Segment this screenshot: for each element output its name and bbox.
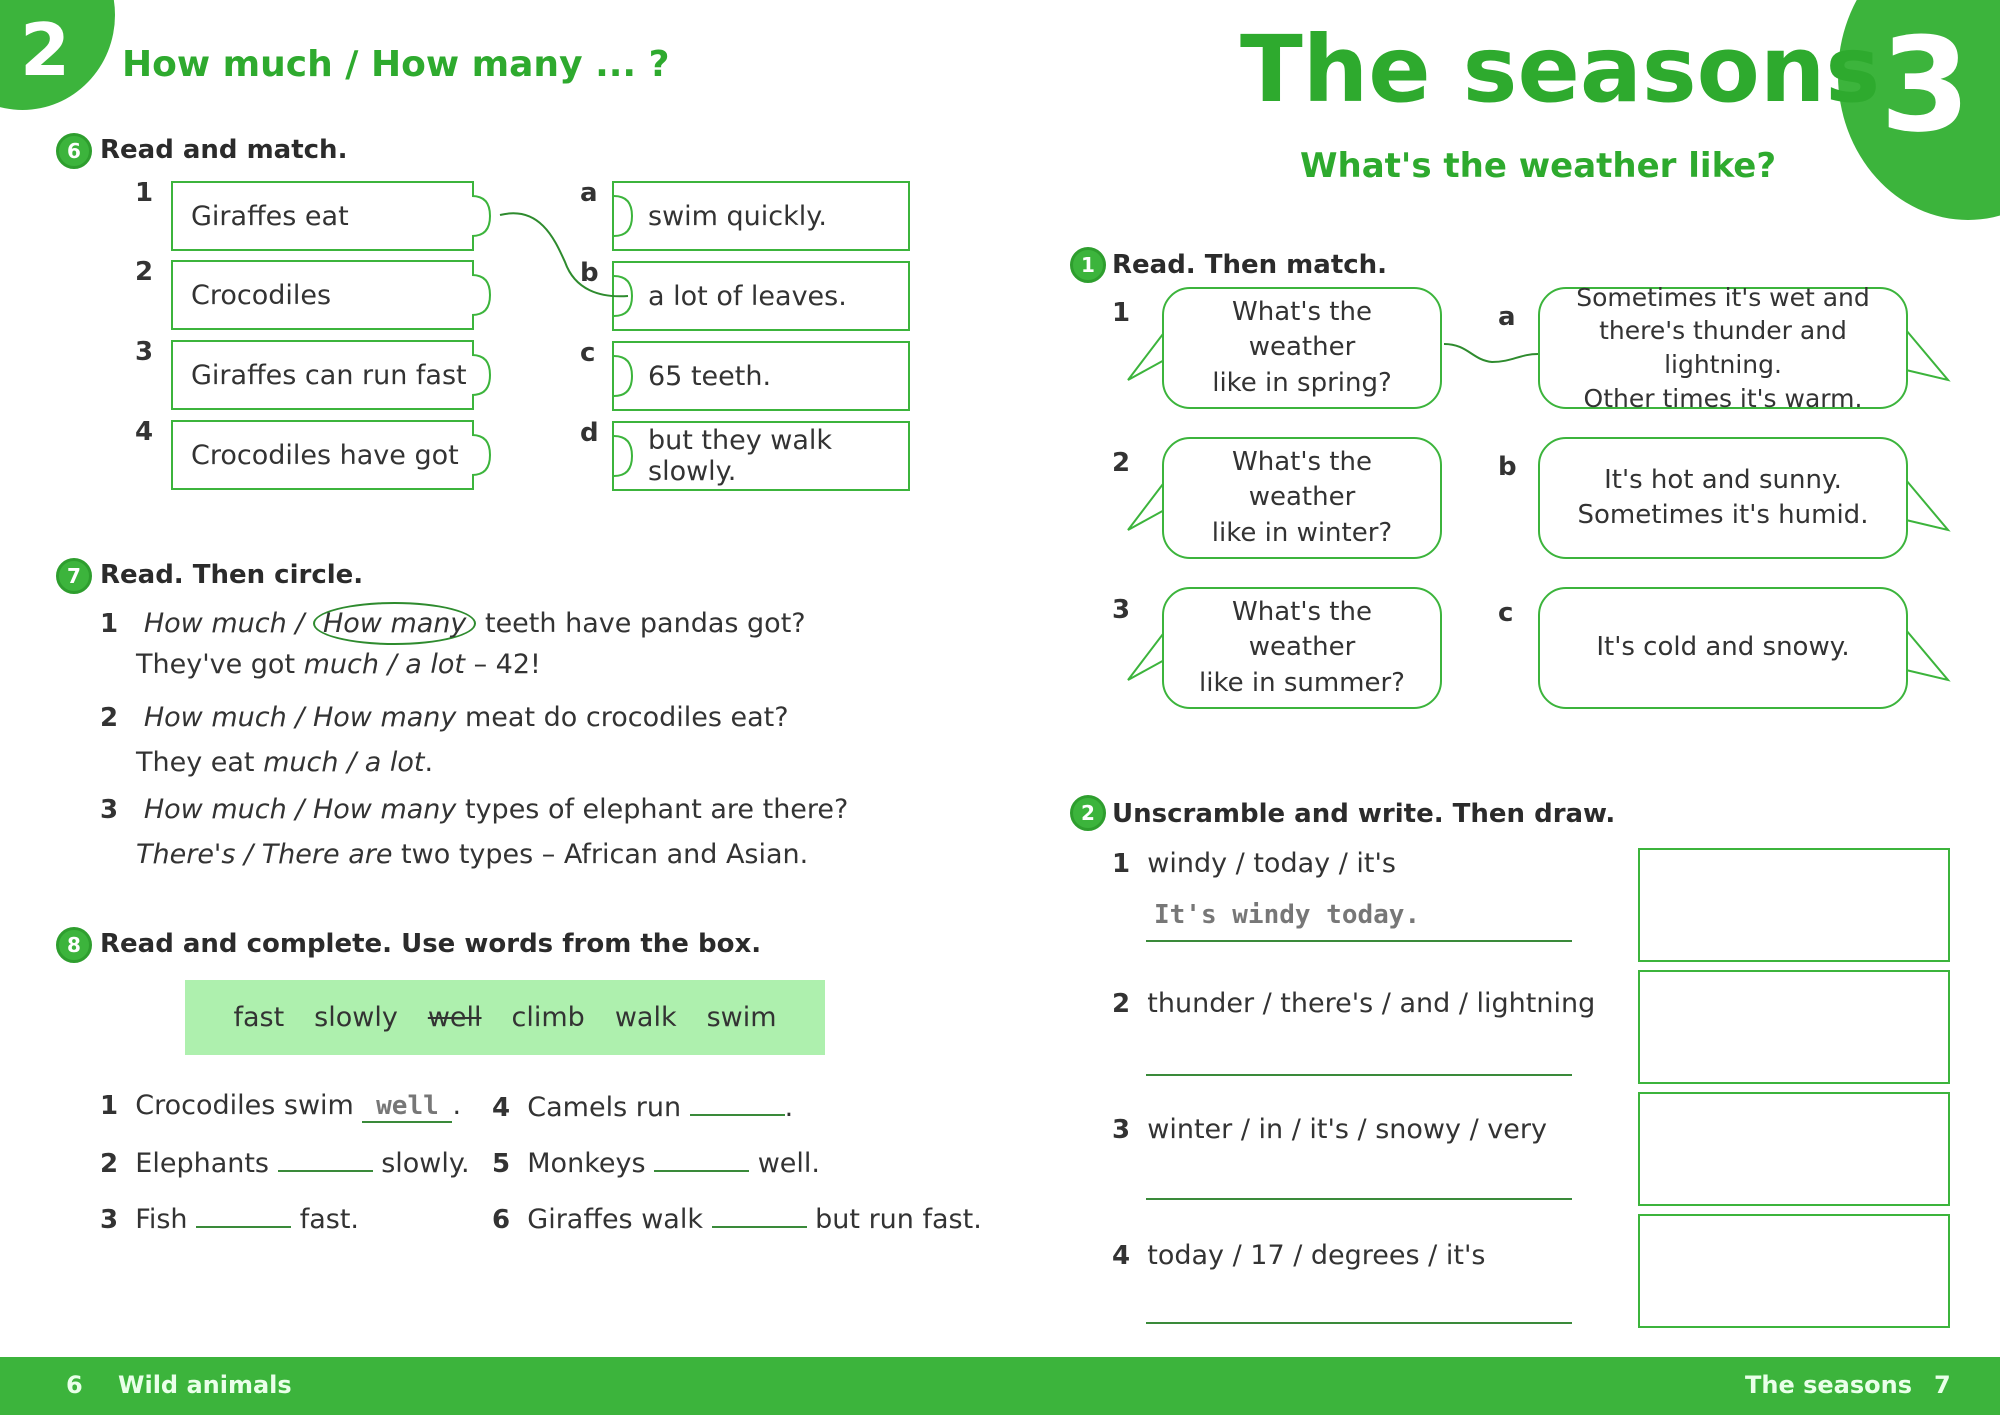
circle-item-2 [100, 702, 789, 778]
answer-bubble [1538, 587, 1908, 709]
exercise-badge: 2 [1070, 795, 1106, 831]
item-letter: a [580, 178, 598, 208]
unit-number-right: 3 [1880, 9, 1971, 161]
item-number: 4 [492, 1093, 511, 1123]
scramble-prompt [1112, 1240, 1485, 1271]
bubble-line: What's the weather [1232, 597, 1372, 663]
answer-line [136, 839, 848, 870]
bubble-line: What's the weather [1232, 297, 1372, 363]
circle-item-3 [100, 794, 848, 870]
item-number: 3 [100, 1205, 119, 1235]
separator: / [286, 608, 313, 639]
scrambled-words: thunder / there's / and / lightning [1147, 988, 1596, 1019]
exercise-title: Read and match. [100, 135, 348, 165]
match-line [1444, 344, 1538, 362]
item-number: 2 [1112, 989, 1131, 1019]
piece-text: Giraffes can run fast [191, 359, 467, 391]
option[interactable]: much [263, 747, 339, 778]
separator: / [286, 702, 313, 733]
scramble-prompt [1112, 1114, 1547, 1145]
answer-blank[interactable] [712, 1202, 807, 1228]
option[interactable]: How many [312, 794, 457, 825]
sentence-4 [492, 1090, 793, 1123]
sentence-5 [492, 1146, 820, 1179]
item-number: 3 [1112, 1115, 1131, 1145]
item-number: 1 [135, 178, 154, 208]
answer-line[interactable] [1146, 1158, 1572, 1200]
footer-page-number-left: 6 [66, 1371, 83, 1399]
circle-item-1 [100, 608, 806, 680]
item-letter: a [1498, 302, 1516, 332]
sentence-after: fast. [299, 1204, 359, 1235]
item-number: 3 [100, 795, 119, 825]
sentence-after: . [784, 1092, 794, 1123]
sentence-before: Camels run [527, 1092, 682, 1123]
written-answer: It's windy today. [1154, 900, 1421, 930]
option-circled[interactable]: How many [313, 602, 476, 645]
option[interactable]: How much [143, 794, 287, 825]
drawing-box[interactable] [1638, 848, 1950, 962]
option[interactable]: How many [312, 702, 457, 733]
page-subtitle: What's the weather like? [1300, 146, 1777, 186]
question-bubble [1162, 287, 1442, 409]
answer-blank[interactable] [654, 1146, 749, 1172]
item-number: 3 [135, 337, 154, 367]
sentence-before: Crocodiles swim [135, 1090, 354, 1121]
sentence-6 [492, 1202, 982, 1235]
scramble-prompt [1112, 988, 1595, 1019]
bubble-line: It's hot and sunny. [1604, 464, 1842, 495]
word-swim: swim [706, 1002, 777, 1033]
question-line [100, 608, 806, 639]
item-number: 5 [492, 1149, 511, 1179]
item-number: 2 [135, 257, 154, 287]
separator: / [338, 747, 365, 778]
answer-line[interactable] [1146, 900, 1572, 942]
unit-title-left: How much / How many ... ? [122, 44, 670, 85]
sentence-after: slowly. [381, 1148, 470, 1179]
bubble-line: What's the weather [1232, 447, 1372, 513]
footer-page-number-right: 7 [1934, 1371, 1951, 1399]
sentence-before: Monkeys [527, 1148, 646, 1179]
sentence-2 [100, 1146, 470, 1179]
answer-bubble [1538, 437, 1908, 559]
scrambled-words: windy / today / it's [1147, 848, 1396, 879]
footer-label-left: Wild animals [118, 1371, 292, 1399]
question-bubble [1162, 587, 1442, 709]
item-number: 2 [100, 1149, 119, 1179]
word-climb: climb [511, 1002, 585, 1033]
item-number: 1 [100, 1091, 119, 1121]
item-number: 4 [1112, 1241, 1131, 1271]
exercise-title: Read. Then match. [1112, 250, 1388, 280]
separator: / [286, 794, 313, 825]
puzzle-connectors [0, 0, 1000, 520]
sentence-before: Giraffes walk [527, 1204, 703, 1235]
scrambled-words: winter / in / it's / snowy / very [1147, 1114, 1547, 1145]
option[interactable]: There are [261, 839, 393, 870]
bubble-line: there's thunder and lightning. [1599, 316, 1847, 379]
bubble-line: like in winter? [1211, 517, 1393, 548]
sentence-after: well. [757, 1148, 820, 1179]
sentence-before: Fish [135, 1204, 188, 1235]
option[interactable]: How much [143, 608, 287, 639]
question-line [100, 702, 789, 733]
sentence-3 [100, 1202, 359, 1235]
item-letter: c [580, 338, 596, 368]
piece-text: but they walk slowly. [648, 425, 833, 487]
drawing-box[interactable] [1638, 1214, 1950, 1328]
bubble-line: Other times it's warm. [1583, 383, 1863, 413]
footer-label-right: The seasons [1745, 1371, 1912, 1399]
word-fast: fast [233, 1002, 285, 1033]
match-line [500, 213, 628, 296]
item-number: 2 [100, 703, 119, 733]
drawing-box[interactable] [1638, 970, 1950, 1084]
piece-text: a lot of leaves. [648, 280, 847, 312]
answer-line [136, 747, 789, 778]
item-number: 1 [100, 609, 119, 639]
question-line [100, 794, 848, 825]
answer-pre: They've got [136, 649, 304, 680]
bubble-line: It's cold and snowy. [1596, 632, 1850, 663]
answer-blank[interactable] [196, 1202, 291, 1228]
exercise-badge: 8 [56, 927, 92, 963]
option[interactable]: much [303, 649, 379, 680]
exercise-badge: 6 [56, 133, 92, 169]
exercise-badge: 7 [56, 558, 92, 594]
answer-pre: They eat [136, 747, 264, 778]
item-number: 2 [1112, 448, 1131, 478]
item-number: 3 [1112, 595, 1131, 625]
option[interactable]: There's [136, 839, 236, 870]
piece-text: swim quickly. [648, 200, 827, 232]
scramble-prompt [1112, 848, 1396, 879]
answer-line[interactable] [1146, 1282, 1572, 1324]
item-letter: b [580, 258, 599, 288]
answer-line [136, 649, 806, 680]
sentence-after: . [452, 1090, 462, 1121]
answer-bubble [1538, 282, 1908, 413]
option[interactable]: a lot [405, 649, 466, 680]
option[interactable]: a lot [364, 747, 425, 778]
answer-rest: – 42! [465, 649, 541, 680]
item-number: 1 [1112, 849, 1131, 879]
answer-blank[interactable] [690, 1090, 785, 1116]
answer-blank[interactable]: well [362, 1091, 452, 1123]
word-slowly: slowly [314, 1002, 398, 1033]
question-rest: teeth have pandas got? [476, 608, 806, 639]
item-letter: b [1498, 452, 1517, 482]
item-letter: d [580, 418, 599, 448]
option[interactable]: How much [143, 702, 287, 733]
bubble-line: like in spring? [1212, 367, 1392, 398]
piece-text: Crocodiles [191, 279, 332, 311]
footer-bar [0, 1357, 2000, 1415]
question-bubble [1162, 437, 1442, 559]
item-number: 1 [1112, 298, 1131, 328]
item-number: 6 [492, 1205, 511, 1235]
scrambled-words: today / 17 / degrees / it's [1147, 1240, 1486, 1271]
item-number: 4 [135, 417, 154, 447]
bubble-line: Sometimes it's humid. [1577, 500, 1869, 530]
exercise-title: Unscramble and write. Then draw. [1112, 799, 1616, 829]
piece-text: 65 teeth. [648, 360, 772, 392]
drawing-box[interactable] [1638, 1092, 1950, 1206]
answer-rest: two types – African and Asian. [392, 839, 809, 870]
page-title: The seasons [1240, 16, 1881, 123]
sentence-before: Elephants [135, 1148, 269, 1179]
answer-line[interactable] [1146, 1034, 1572, 1076]
word-box [185, 980, 825, 1055]
bubble-line: like in summer? [1199, 667, 1405, 698]
answer-rest: . [424, 747, 434, 778]
sentence-1 [100, 1090, 461, 1123]
unit-number-left: 2 [20, 8, 71, 92]
question-rest: meat do crocodiles eat? [456, 702, 789, 733]
word-well: well [427, 1002, 482, 1033]
sentence-after: but run fast. [815, 1204, 982, 1235]
separator: / [235, 839, 262, 870]
item-letter: c [1498, 598, 1514, 628]
exercise-badge: 1 [1070, 247, 1106, 283]
answer-blank[interactable] [278, 1146, 373, 1172]
separator: / [379, 649, 406, 680]
bubble-line: Sometimes it's wet and [1576, 282, 1870, 312]
word-walk: walk [614, 1002, 677, 1033]
piece-text: Giraffes eat [191, 200, 349, 232]
question-rest: types of elephant are there? [456, 794, 849, 825]
exercise-title: Read and complete. Use words from the box. [100, 929, 762, 959]
piece-text: Crocodiles have got [191, 439, 459, 471]
exercise-title: Read. Then circle. [100, 560, 364, 590]
